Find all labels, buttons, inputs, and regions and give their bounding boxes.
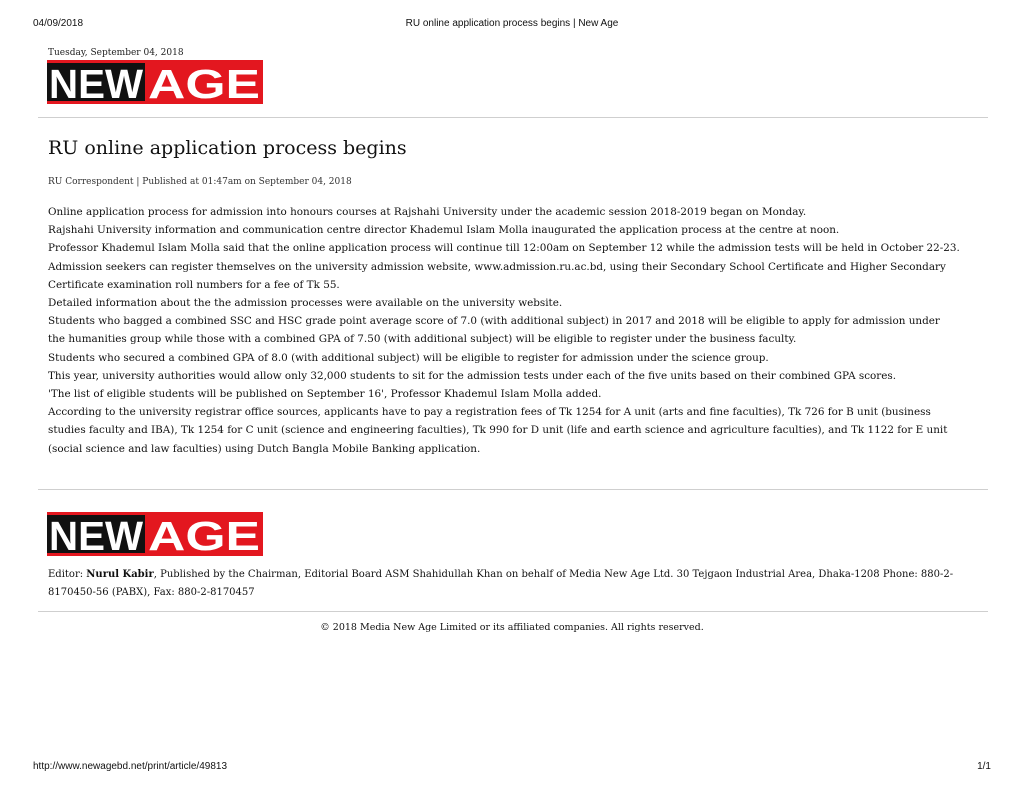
article-paragraph: 'The list of eligible students will be published on September 16', Professor Khademul Islam Molla added. [48,388,602,401]
copyright-notice: © 2018 Media New Age Limited or its affiliated companies. All rights reserved. [320,622,704,633]
print-page-number: 1/1 [977,761,991,772]
print-title: RU online application process begins | New Age [405,18,619,29]
logo-text-age: AGE [148,513,260,556]
publisher-info [48,566,968,602]
divider-bottom [38,611,988,612]
article-body [48,203,960,458]
article-paragraph: Professor Khademul Islam Molla said that the online application process will continue till 12:00am on September 12 while the admission tests will be held in October 22-23. [48,242,960,255]
article-paragraph: Students who bagged a combined SSC and HSC grade point average score of 7.0 (with additional subject) in 2017 and 2018 will be eligible to apply for admission under the humanities group while those with a combined GPA of 7.50 (with additional subject) will be eligible to register under the business faculty. [48,315,940,346]
masthead-date: Tuesday, September 04, 2018 [48,48,184,58]
logo-text-new: NEW [49,61,144,104]
divider-middle [38,489,988,490]
editor-name: Nurul Kabir [86,569,154,580]
article-byline: RU Correspondent | Published at 01:47am on September 04, 2018 [48,177,352,187]
publisher-text: , Published by the Chairman, Editorial Board ASM Shahidullah Khan on behalf of Media New Age Ltd. 30 Tejgaon Industrial Area, Dhaka-1208 Phone: 880-2-8170450-56 (PABX), Fax: 880-2-8170457 [48,569,954,598]
article-headline: RU online application process begins [48,137,407,159]
article-paragraph: According to the university registrar office sources, applicants have to pay a registration fees of Tk 1254 for A unit (arts and fine faculties), Tk 726 for B unit (business studies faculty and IBA), Tk 1254 for C unit (science and engineering faculties), Tk 990 for D unit (life and earth science and agriculture faculties), and Tk 1122 for E unit (social science and law faculties) using Dutch Bangla Mobile Banking application. [48,406,948,455]
article-paragraph: Online application process for admission into honours courses at Rajshahi University under the academic session 2018-2019 began on Monday. [48,206,807,218]
editor-label: Editor: [48,569,87,580]
logo-text-age: AGE [148,61,260,104]
article-paragraph: This year, university authorities would allow only 32,000 students to sit for the admission tests under each of the five units based on their combined GPA scores. [48,369,897,382]
article-paragraph: Rajshahi University information and communication centre director Khademul Islam Molla inaugurated the application process at the centre at noon. [48,224,840,237]
divider-top [38,117,988,118]
print-url: http://www.newagebd.net/print/article/49813 [33,761,228,772]
newage-logo [47,60,263,104]
article-paragraph: Admission seekers can register themselves on the university admission website, www.admission.ru.ac.bd, using their Secondary School Certificate and Higher Secondary Certificate examination roll numbers for a fee of Tk 55. [48,260,946,291]
print-date: 04/09/2018 [33,18,84,29]
newage-footer-logo [47,512,263,556]
article-paragraph: Students who secured a combined GPA of 8.0 (with additional subject) will be eligible to register for admission under the science group. [48,351,769,364]
logo-text-new: NEW [49,513,144,556]
article-paragraph: Detailed information about the the admission processes were available on the university website. [48,297,563,310]
